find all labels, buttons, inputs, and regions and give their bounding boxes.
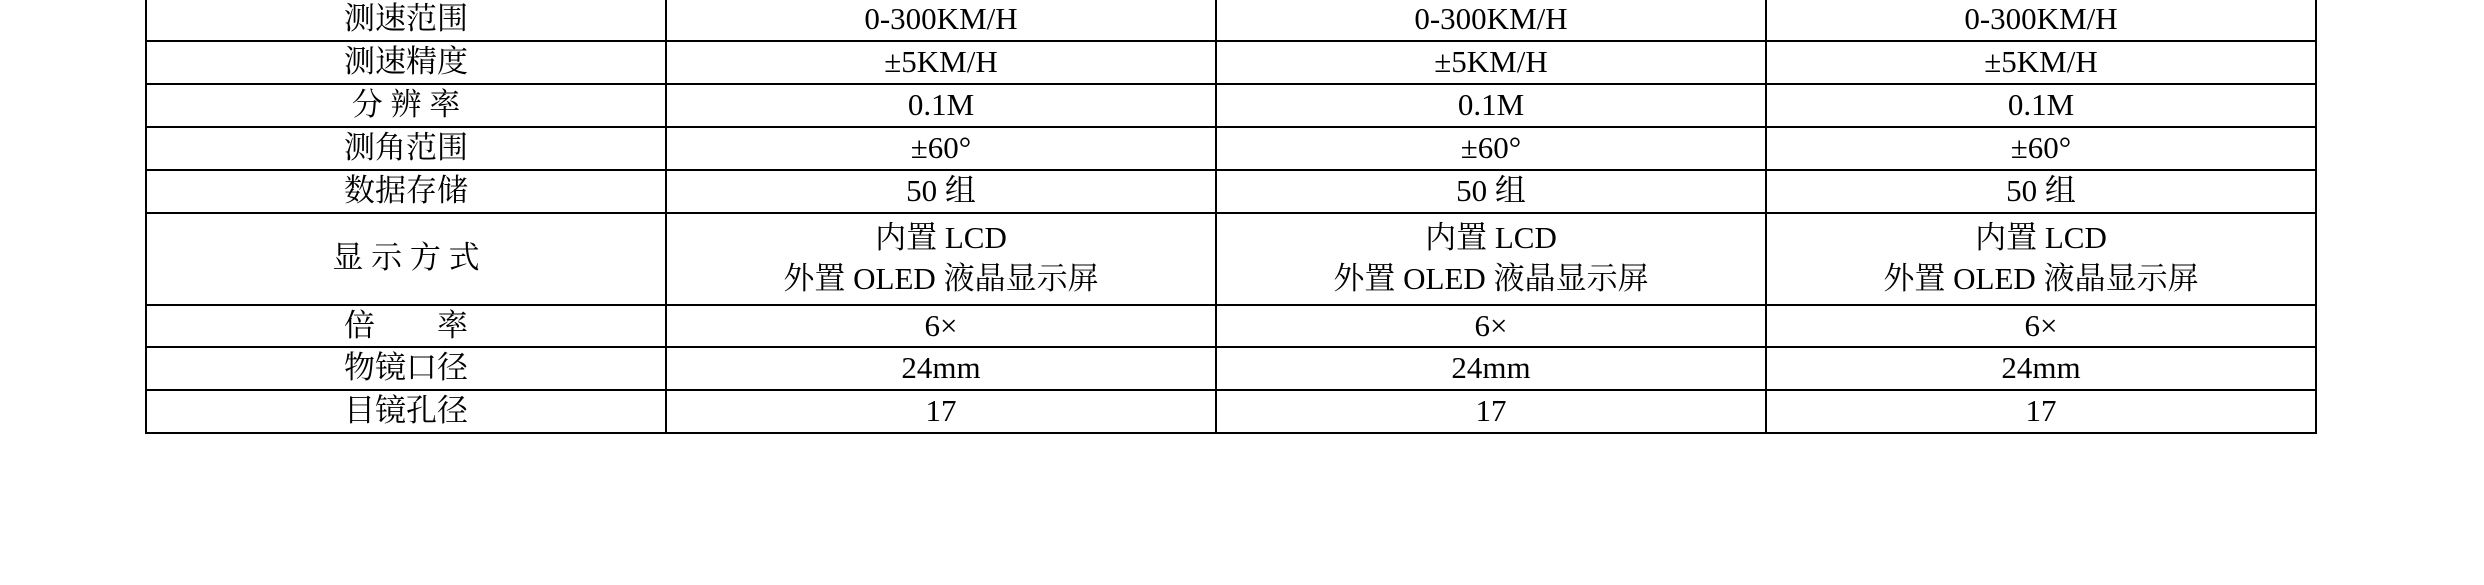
row-value: 50 组 bbox=[1766, 170, 2316, 213]
row-value: 50 组 bbox=[1216, 170, 1766, 213]
row-value-line1: 内置 LCD bbox=[1425, 219, 1557, 255]
row-label: 测速范围 bbox=[146, 0, 666, 41]
row-label: 分 辨 率 bbox=[146, 84, 666, 127]
row-value: 50 组 bbox=[666, 170, 1216, 213]
table-row bbox=[146, 0, 2316, 41]
table-row bbox=[146, 170, 2316, 213]
row-value bbox=[1766, 213, 2316, 305]
row-value: 24mm bbox=[666, 347, 1216, 390]
row-value: 0.1M bbox=[1216, 84, 1766, 127]
row-value: 24mm bbox=[1766, 347, 2316, 390]
row-label: 倍 率 bbox=[146, 305, 666, 348]
row-value: ±60° bbox=[666, 127, 1216, 170]
row-value: 0-300KM/H bbox=[1216, 0, 1766, 41]
table-row bbox=[146, 305, 2316, 348]
row-value: 24mm bbox=[1216, 347, 1766, 390]
table-row bbox=[146, 84, 2316, 127]
row-value: 17 bbox=[1216, 390, 1766, 433]
row-label: 数据存储 bbox=[146, 170, 666, 213]
row-value: ±60° bbox=[1766, 127, 2316, 170]
row-value: ±60° bbox=[1216, 127, 1766, 170]
row-value-line1: 内置 LCD bbox=[875, 219, 1007, 255]
row-value-line2: 外置 OLED 液晶显示屏 bbox=[783, 260, 1099, 296]
table-row bbox=[146, 390, 2316, 433]
table-row bbox=[146, 41, 2316, 84]
row-label: 物镜口径 bbox=[146, 347, 666, 390]
row-value: 17 bbox=[666, 390, 1216, 433]
row-value: 0-300KM/H bbox=[1766, 0, 2316, 41]
table-row bbox=[146, 347, 2316, 390]
row-value: ±5KM/H bbox=[666, 41, 1216, 84]
row-value: 6× bbox=[1216, 305, 1766, 348]
row-value: 6× bbox=[666, 305, 1216, 348]
row-label: 测速精度 bbox=[146, 41, 666, 84]
row-value bbox=[1216, 213, 1766, 305]
row-value: 6× bbox=[1766, 305, 2316, 348]
row-value bbox=[666, 213, 1216, 305]
row-value-line2: 外置 OLED 液晶显示屏 bbox=[1333, 260, 1649, 296]
row-value: ±5KM/H bbox=[1216, 41, 1766, 84]
row-label: 测角范围 bbox=[146, 127, 666, 170]
row-value: 17 bbox=[1766, 390, 2316, 433]
specification-table bbox=[145, 0, 2317, 434]
row-label: 显 示 方 式 bbox=[146, 213, 666, 305]
row-value-line1: 内置 LCD bbox=[1975, 219, 2107, 255]
row-value-line2: 外置 OLED 液晶显示屏 bbox=[1883, 260, 2199, 296]
row-value: ±5KM/H bbox=[1766, 41, 2316, 84]
table-row bbox=[146, 213, 2316, 305]
row-label: 目镜孔径 bbox=[146, 390, 666, 433]
row-value: 0.1M bbox=[666, 84, 1216, 127]
row-value: 0.1M bbox=[1766, 84, 2316, 127]
table-row bbox=[146, 127, 2316, 170]
row-value: 0-300KM/H bbox=[666, 0, 1216, 41]
